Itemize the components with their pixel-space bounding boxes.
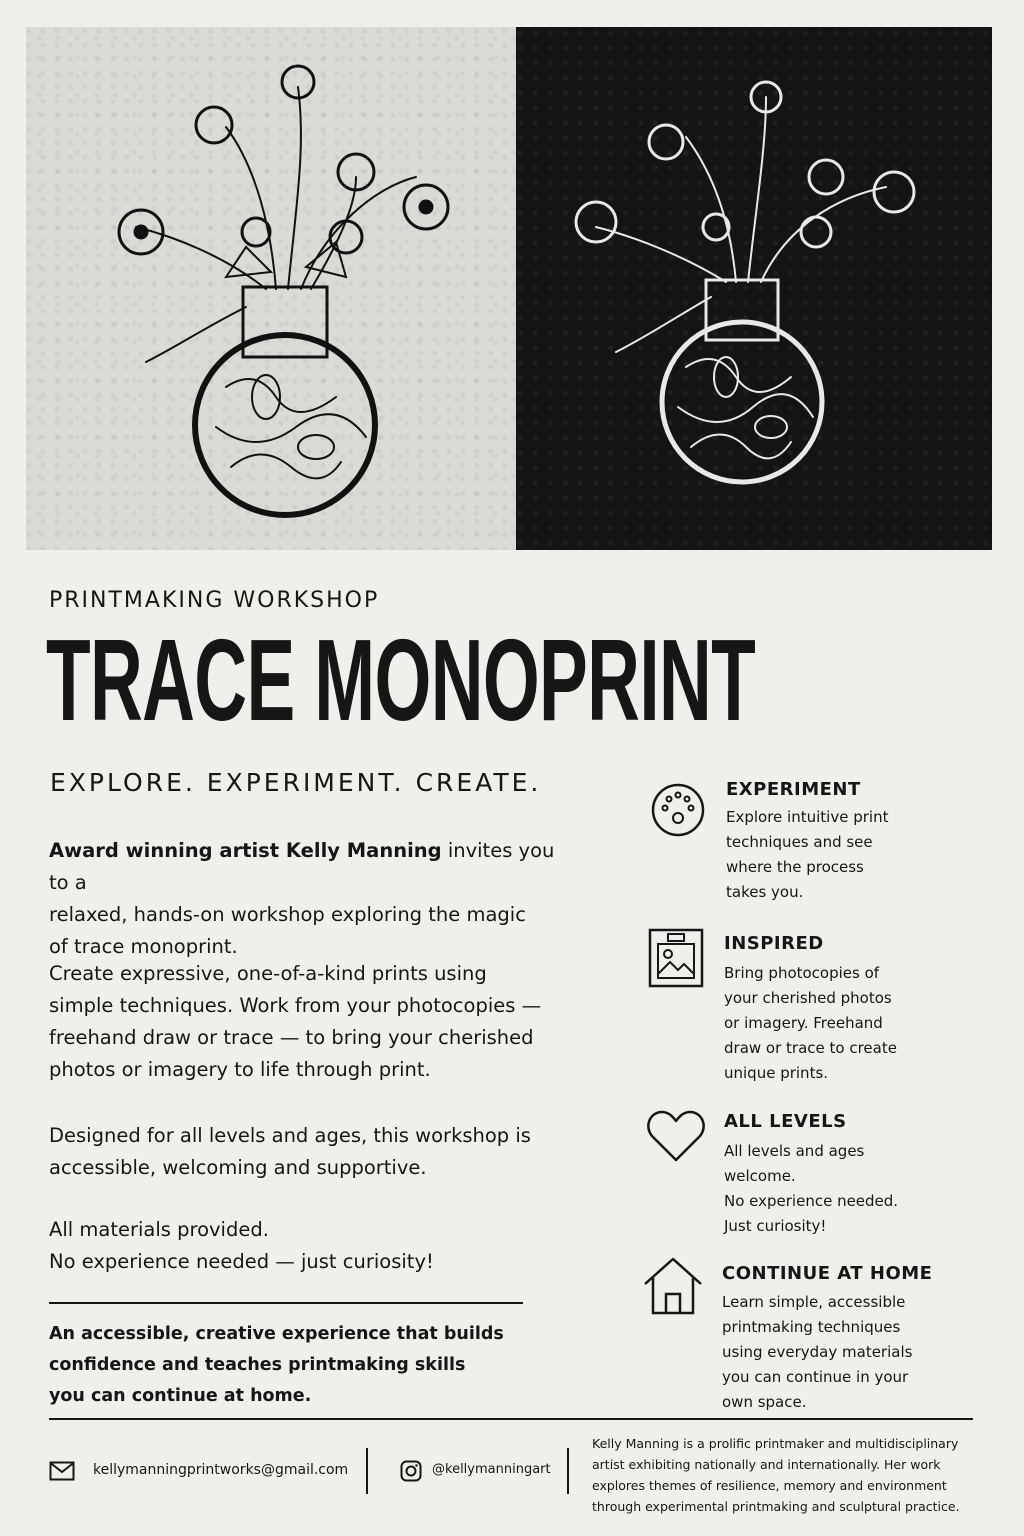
feature-line: your cherished photos [724,989,892,1007]
feature-line: welcome. [724,1167,796,1185]
feature-line: printmaking techniques [722,1318,901,1336]
bio-line: artist exhibiting nationally and internationally. Her work [592,1457,941,1472]
feature-line: or imagery. Freehand [724,1014,883,1032]
p3-line: accessible, welcoming and supportive. [49,1156,427,1179]
p4-line: No experience needed — just curiosity! [49,1250,434,1273]
p2-line: simple techniques. Work from your photocopies — [49,994,542,1017]
feature-text-inspired [724,961,924,1086]
feature-text-all-levels [724,1139,924,1239]
feature-line: Just curiosity! [724,1217,827,1235]
p2-line: Create expressive, one-of-a-kind prints using [49,962,487,985]
feature-line: All levels and ages [724,1142,865,1160]
artist-bio [592,1433,992,1517]
bio-line: Kelly Manning is a prolific printmaker and multidisciplinary [592,1436,959,1451]
p4-line: All materials provided. [49,1218,269,1241]
feature-line: No experience needed. [724,1192,899,1210]
feature-line: Explore intuitive print [726,808,889,826]
intro-line3: of trace monoprint. [49,935,238,958]
paragraph-materials [49,1214,569,1278]
divider [49,1302,523,1304]
feature-text-experiment [726,805,926,905]
closing-statement [49,1319,519,1412]
feature-line: own space. [722,1393,807,1411]
feature-title-experiment: EXPERIMENT [726,779,861,800]
feature-line: draw or trace to create [724,1039,897,1057]
feature-line: Bring photocopies of [724,964,880,982]
footer-vertical-divider [567,1448,569,1494]
bio-line: through experimental printmaking and sculptural practice. [592,1499,960,1514]
house-icon [642,1256,704,1316]
instagram-icon [400,1460,422,1482]
p3-line: Designed for all levels and ages, this workshop is [49,1124,531,1147]
mail-icon [49,1461,75,1481]
feature-title-all-levels: ALL LEVELS [724,1111,847,1132]
intro-bold: Award winning artist Kelly Manning [49,839,442,862]
hero-prints [26,27,992,550]
instagram-link[interactable]: @kellymanningart [432,1462,551,1477]
page-title: TRACE MONOPRINT [46,615,756,745]
closing-line: confidence and teaches printmaking skills [49,1355,466,1375]
vase-flowers-illustration-dark [516,27,992,550]
print-dark [516,27,992,550]
footer-vertical-divider [366,1448,368,1494]
p2-line: photos or imagery to life through print. [49,1058,431,1081]
feature-line: unique prints. [724,1064,829,1082]
feature-line: techniques and see [726,833,873,851]
print-light [26,27,516,550]
intro-line2: relaxed, hands-on workshop exploring the magic [49,903,526,926]
paragraph-create [49,958,569,1086]
feature-line: using everyday materials [722,1343,913,1361]
feature-text-continue-at-home [722,1290,922,1415]
feature-line: Learn simple, accessible [722,1293,906,1311]
feature-title-continue-at-home: CONTINUE AT HOME [722,1263,933,1284]
feature-line: you can continue in your [722,1368,909,1386]
closing-line: An accessible, creative experience that builds [49,1324,504,1344]
eyebrow-label: PRINTMAKING WORKSHOP [49,588,380,613]
palette-icon [650,782,706,838]
paragraph-levels [49,1120,569,1184]
feature-line: takes you. [726,883,804,901]
p2-line: freehand draw or trace — to bring your cherished [49,1026,534,1049]
heart-icon [646,1108,706,1164]
tagline: EXPLORE. EXPERIMENT. CREATE. [50,768,542,797]
photo-icon [648,928,704,988]
intro-paragraph [49,835,569,963]
footer-divider [49,1418,973,1420]
intro-line1: invites you to a [49,839,555,894]
bio-line: explores themes of resilience, memory and environment [592,1478,947,1493]
closing-line: you can continue at home. [49,1386,312,1406]
email-link[interactable]: kellymanningprintworks@gmail.com [93,1462,349,1478]
vase-flowers-illustration-light [26,27,516,550]
feature-line: where the process [726,858,864,876]
feature-title-inspired: INSPIRED [724,933,824,954]
